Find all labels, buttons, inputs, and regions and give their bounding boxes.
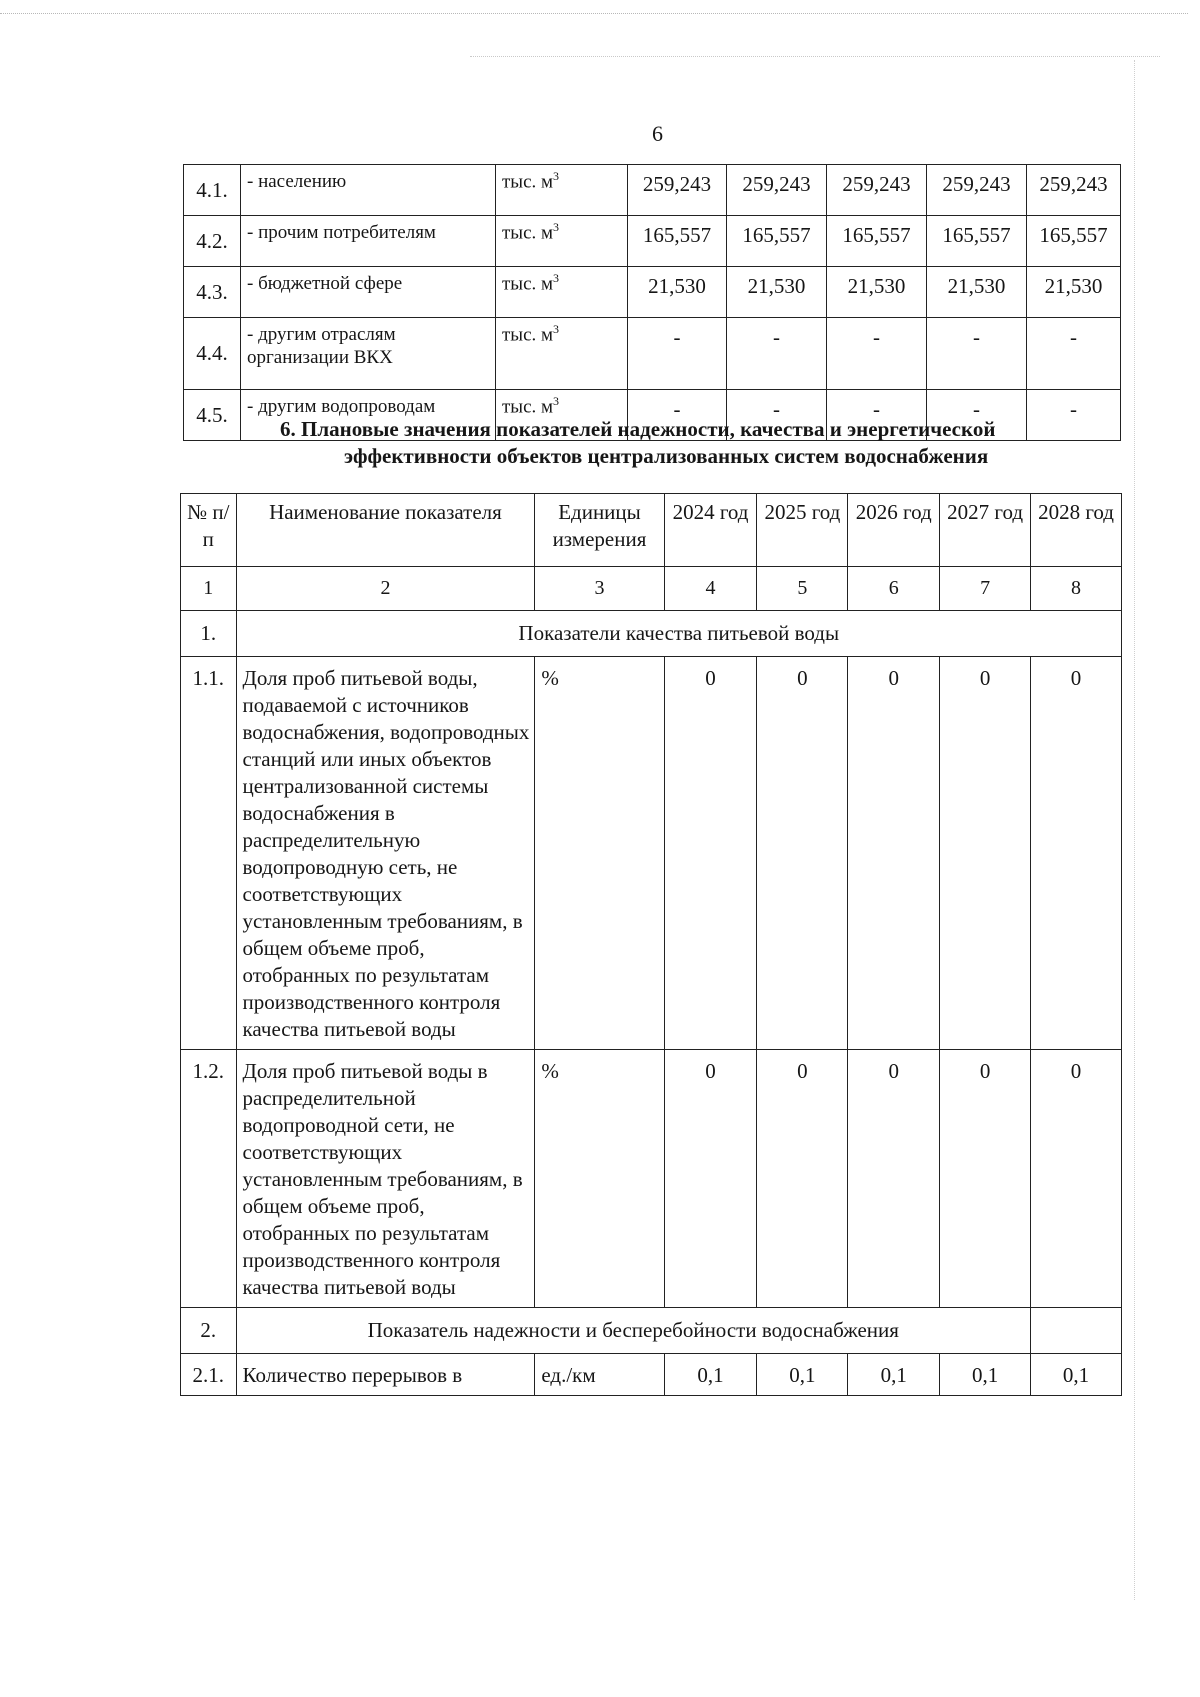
column-index: 2 [236,567,535,611]
row-unit: тыс. $м^3$ [496,267,628,318]
value-cell: 21,530 [628,267,727,318]
table-row [181,1354,1122,1396]
value-cell: 0,1 [940,1354,1031,1396]
row-unit: тыс. $м^3$ [496,165,628,216]
consumption-table [183,164,1121,441]
value-cell: 21,530 [1027,267,1121,318]
row-number: 4.1. [184,165,241,216]
row-name: Доля проб питьевой воды в распределительной водопроводной сети, не соответствующих установленным требованиям, в общем объеме проб, отобранных по результатам производственного контроля качества питьевой воды [236,1050,535,1308]
table-row [184,165,1121,216]
value-cell: - [1027,318,1121,390]
row-number: 4.4. [184,318,241,390]
value-cell: 0 [757,1050,848,1308]
column-index: 5 [757,567,848,611]
value-cell: - [628,390,727,441]
row-unit: тыс. $м^3$ [496,318,628,390]
value-cell: 0 [940,657,1031,1050]
table-row [184,216,1121,267]
column-header: 2026 год [848,494,940,567]
value-cell: - [927,390,1027,441]
value-cell: 0 [848,657,940,1050]
section-title-line: эффективности объектов централизованных систем водоснабжения [344,444,989,468]
empty-cell [1031,1308,1122,1354]
value-cell: 259,243 [1027,165,1121,216]
value-cell: 259,243 [628,165,727,216]
column-index-row [181,567,1122,611]
column-header: 2024 год [664,494,757,567]
value-cell: 0,1 [848,1354,940,1396]
section-row [181,1308,1122,1354]
value-cell: - [827,390,927,441]
value-cell: 0,1 [757,1354,848,1396]
table-row [184,267,1121,318]
value-cell: 0 [757,657,848,1050]
row-name: - прочим потребителям [241,216,496,267]
scan-artifact-line [0,13,1188,14]
row-unit: ед./км [535,1354,664,1396]
value-cell: 165,557 [1027,216,1121,267]
column-index: 7 [940,567,1031,611]
row-number: 4.3. [184,267,241,318]
section-number: 2. [181,1308,237,1354]
row-unit: тыс. $м^3$ [496,216,628,267]
value-cell: 21,530 [927,267,1027,318]
column-index: 6 [848,567,940,611]
table-header-row [181,494,1122,567]
indicators-table [180,493,1122,1396]
value-cell: - [727,318,827,390]
value-cell: 259,243 [727,165,827,216]
page-number: 6 [652,121,663,146]
value-cell: - [727,390,827,441]
value-cell: 259,243 [827,165,927,216]
section-number: 1. [181,611,237,657]
section-heading: Показатель надежности и бесперебойности водоснабжения [236,1308,1031,1354]
table-row [181,1050,1122,1308]
value-cell: 0,1 [1031,1354,1122,1396]
row-name: - другим отраслям организации ВКХ [241,318,496,390]
column-header: 2027 год [940,494,1031,567]
table-row [184,318,1121,390]
value-cell: 0 [940,1050,1031,1308]
row-number: 4.5. [184,390,241,441]
value-cell: 165,557 [628,216,727,267]
row-name: Доля проб питьевой воды, подаваемой с источников водоснабжения, водопроводных станций или иных объектов централизованной системы водоснабжения в распределительную водопроводную сеть, не соответствующих установленным требованиям, в общем объеме проб, отобранных по результатам производственного контроля качества питьевой воды [236,657,535,1050]
column-header: Наименование показателя [236,494,535,567]
value-cell: 0 [1031,657,1122,1050]
column-header: 2028 год [1031,494,1122,567]
row-name: - другим водопроводам [241,390,496,441]
value-cell: 0 [664,1050,757,1308]
value-cell: 0 [848,1050,940,1308]
value-cell: 165,557 [827,216,927,267]
column-index: 8 [1031,567,1122,611]
row-name: - бюджетной сфере [241,267,496,318]
row-number: 4.2. [184,216,241,267]
column-index: 4 [664,567,757,611]
column-header: № п/п [181,494,237,567]
value-cell: 165,557 [727,216,827,267]
column-index: 3 [535,567,664,611]
scan-artifact-edge [1134,60,1137,1600]
value-cell: - [1027,390,1121,441]
section-title-line: 6. Плановые значения показателей надежности, качества и энергетической [280,417,996,441]
value-cell: 0 [1031,1050,1122,1308]
table-row [181,657,1122,1050]
value-cell: 165,557 [927,216,1027,267]
row-unit: тыс. $м^3$ [496,390,628,441]
section-heading: Показатели качества питьевой воды [236,611,1121,657]
section-row [181,611,1122,657]
value-cell: 0 [664,657,757,1050]
value-cell: 0,1 [664,1354,757,1396]
value-cell: 259,243 [927,165,1027,216]
value-cell: - [628,318,727,390]
value-cell: - [827,318,927,390]
row-number: 1.2. [181,1050,237,1308]
column-header: 2025 год [757,494,848,567]
row-unit: % [535,657,664,1050]
section-title [280,416,1120,470]
row-unit: % [535,1050,664,1308]
column-header: Единицы измерения [535,494,664,567]
row-name: Количество перерывов в [236,1354,535,1396]
value-cell: 21,530 [727,267,827,318]
value-cell: 21,530 [827,267,927,318]
scan-artifact-line [470,56,1160,57]
value-cell: - [927,318,1027,390]
row-number: 2.1. [181,1354,237,1396]
column-index: 1 [181,567,237,611]
row-number: 1.1. [181,657,237,1050]
row-name: - населению [241,165,496,216]
